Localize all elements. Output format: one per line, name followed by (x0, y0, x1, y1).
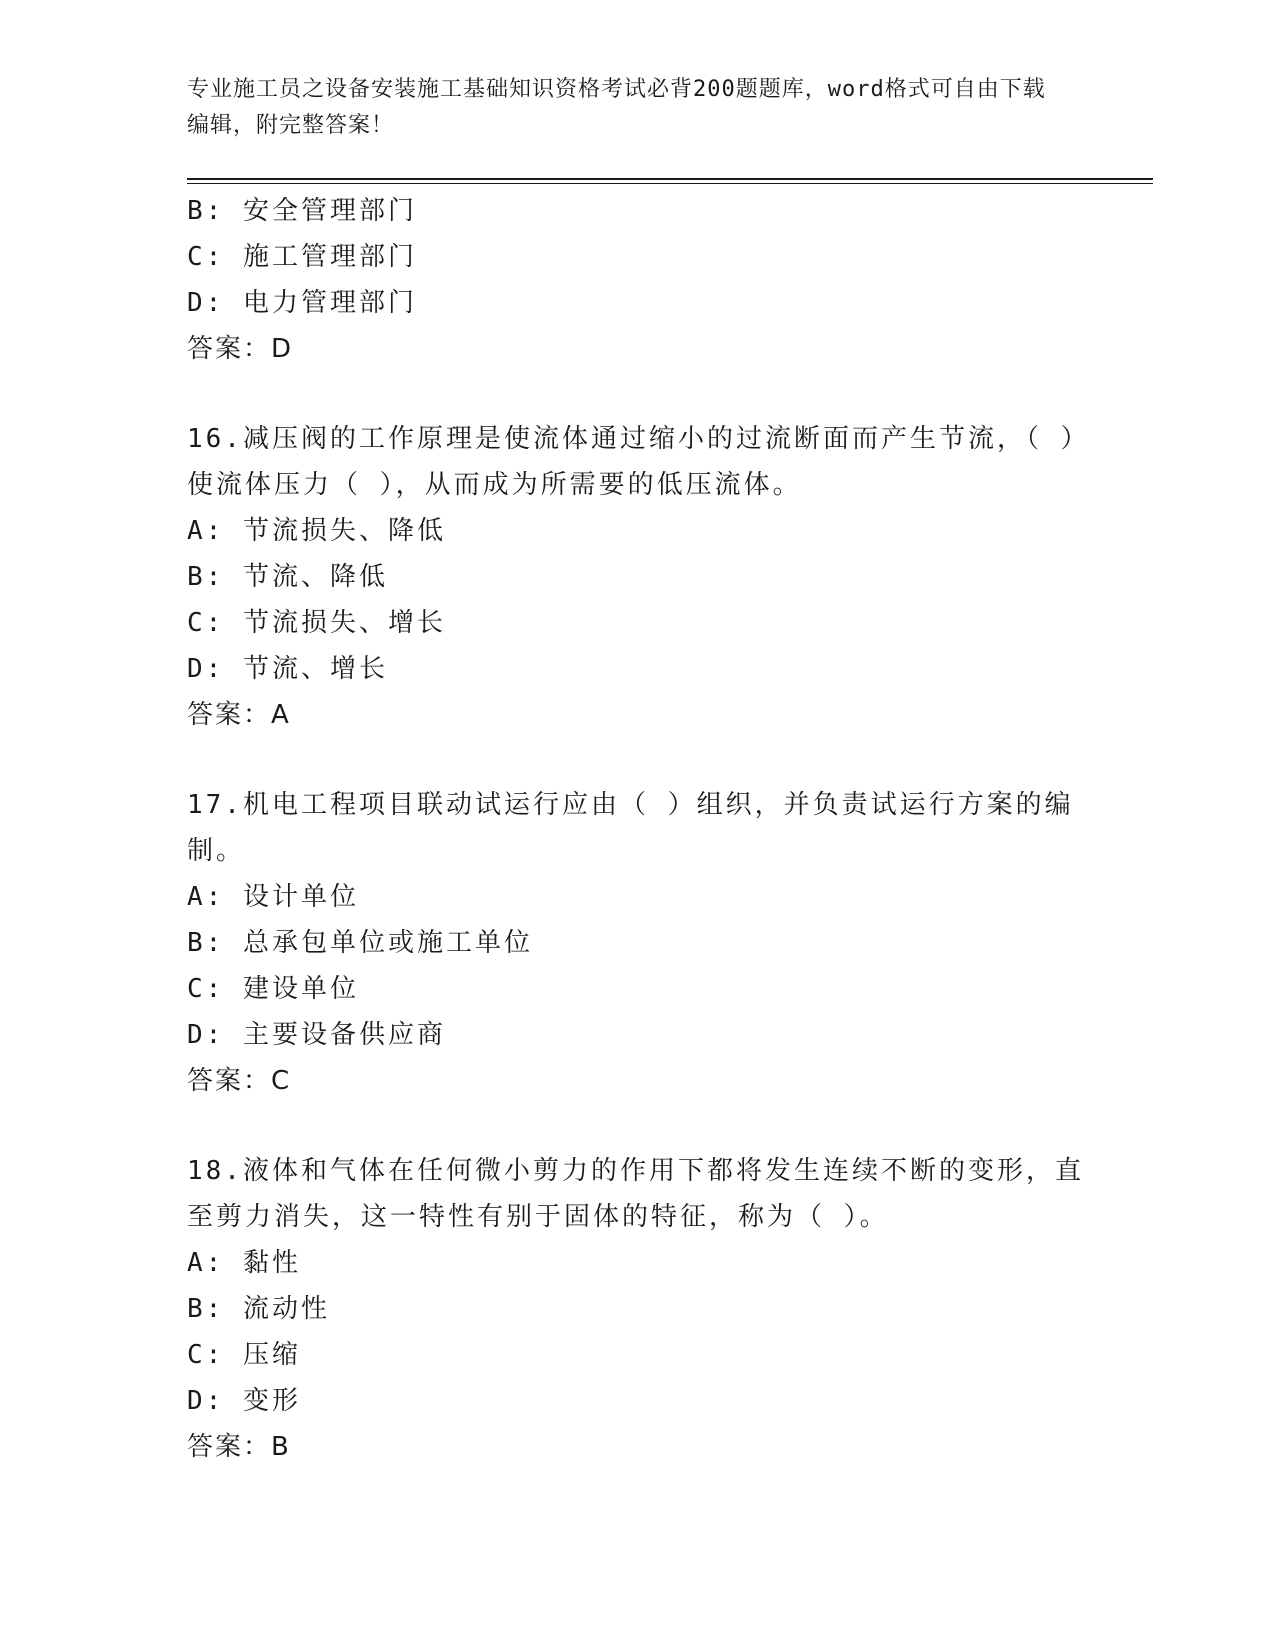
option-row (187, 188, 1087, 234)
option-text: 变形 (242, 1386, 301, 1416)
answer-value: D (271, 334, 294, 364)
option-text: 施工管理部门 (242, 242, 417, 272)
question-stem: 液体和气体在任何微小剪力的作用下都将发生连续不断的变形，直至剪力消失，这一特性有别于固体的特征，称为（ ）。 (187, 1156, 1084, 1232)
question-text (187, 782, 1087, 874)
option-text: 设计单位 (242, 882, 359, 912)
answer-prefix: 答案： (187, 1066, 272, 1096)
answer-prefix: 答案： (187, 700, 272, 730)
option-text: 流动性 (242, 1294, 330, 1324)
option-row (187, 646, 1087, 692)
answer-line (187, 692, 1087, 738)
answer-value: A (271, 700, 291, 730)
option-label: C: (187, 974, 225, 1004)
option-row (187, 1378, 1087, 1424)
option-label: B: (187, 1294, 225, 1324)
option-row (187, 874, 1087, 920)
answer-prefix: 答案： (187, 1432, 272, 1462)
question-stem: 机电工程项目联动试运行应由（ ）组织，并负责试运行方案的编制。 (187, 790, 1074, 866)
question-number: 18. (187, 1156, 243, 1186)
question-block (187, 416, 1087, 738)
option-row (187, 508, 1087, 554)
option-text: 总承包单位或施工单位 (242, 928, 533, 958)
option-row (187, 280, 1087, 326)
question-block (187, 782, 1087, 1104)
option-text: 黏性 (242, 1248, 301, 1278)
option-label: B: (187, 562, 225, 592)
header-divider (187, 178, 1153, 180)
option-row (187, 920, 1087, 966)
question-text (187, 416, 1087, 508)
option-text: 安全管理部门 (242, 196, 417, 226)
option-label: D: (187, 288, 225, 318)
question-number: 17. (187, 790, 243, 820)
option-label: D: (187, 1020, 225, 1050)
option-text: 节流损失、降低 (242, 516, 446, 546)
question-block (187, 1148, 1087, 1470)
option-label: A: (187, 1248, 225, 1278)
answer-value: C (271, 1066, 292, 1096)
option-row (187, 966, 1087, 1012)
option-label: C: (187, 242, 225, 272)
answer-line (187, 1424, 1087, 1470)
option-label: B: (187, 928, 225, 958)
option-text: 节流、降低 (242, 562, 388, 592)
option-row (187, 1332, 1087, 1378)
option-text: 电力管理部门 (242, 288, 417, 318)
option-label: D: (187, 1386, 225, 1416)
question-stem: 减压阀的工作原理是使流体通过缩小的过流断面而产生节流，（ ）使流体压力（ ），从而成为所需要的低压流体。 (187, 424, 1077, 500)
answer-line (187, 1058, 1087, 1104)
option-label: A: (187, 882, 225, 912)
answer-value: B (271, 1432, 291, 1462)
option-label: A: (187, 516, 225, 546)
questions-content (187, 188, 1087, 1470)
option-row (187, 234, 1087, 280)
option-label: C: (187, 608, 225, 638)
option-label: B: (187, 196, 225, 226)
option-label: D: (187, 654, 225, 684)
header-divider-thin (187, 183, 1153, 184)
option-row (187, 1240, 1087, 1286)
question-number: 16. (187, 424, 243, 454)
document-header: 专业施工员之设备安装施工基础知识资格考试必背200题题库，word格式可自由下载编辑，附完整答案！ (187, 77, 1046, 138)
option-text: 建设单位 (242, 974, 359, 1004)
option-text: 节流、增长 (242, 654, 388, 684)
answer-prefix: 答案： (187, 334, 272, 364)
option-text: 压缩 (242, 1340, 301, 1370)
option-row (187, 554, 1087, 600)
option-row (187, 600, 1087, 646)
question-text (187, 1148, 1087, 1240)
answer-line (187, 326, 1087, 372)
option-text: 节流损失、增长 (242, 608, 446, 638)
option-row (187, 1012, 1087, 1058)
option-text: 主要设备供应商 (242, 1020, 446, 1050)
carryover-block (187, 188, 1087, 372)
option-row (187, 1286, 1087, 1332)
option-label: C: (187, 1340, 225, 1370)
